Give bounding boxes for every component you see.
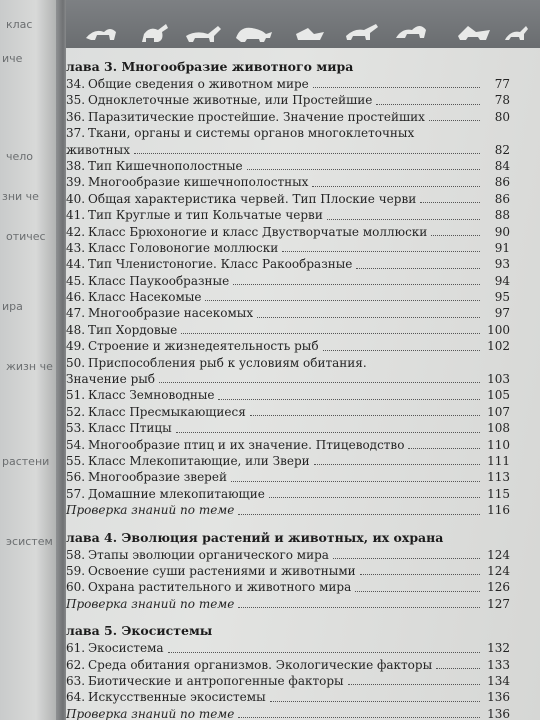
toc-entry-number: 44.	[66, 257, 86, 272]
animal-silhouette-banner	[66, 0, 540, 48]
toc-entry-title: Биотические и антропогенные факторы	[88, 673, 344, 688]
dotted-leader	[181, 333, 480, 334]
dotted-leader	[333, 558, 480, 559]
toc-entry-title: Класс Брюхоногие и класс Двустворчатые моллюски	[88, 224, 428, 239]
toc-entry-number: 52.	[66, 404, 86, 419]
toc-entry-page: 136	[487, 690, 510, 705]
toc-entry[interactable]	[66, 273, 540, 289]
toc-entry-page: 116	[487, 503, 510, 518]
dotted-leader	[420, 202, 480, 203]
toc-entry-title: Ткани, органы и системы органов многоклеточных	[88, 126, 415, 141]
toc-entry-title: Освоение суши растениями и животными	[88, 563, 356, 578]
dotted-leader	[376, 104, 480, 105]
dotted-leader	[327, 219, 480, 220]
dotted-leader	[360, 574, 480, 575]
left-page	[0, 0, 60, 720]
toc-entry-number: 37.	[66, 126, 86, 141]
left-page-text-fragment: ира	[2, 300, 23, 313]
toc-entry[interactable]	[66, 596, 540, 612]
left-page-text-fragment: чело	[6, 150, 34, 163]
left-page-text-fragment: иче	[2, 52, 23, 65]
toc-entry-number: 34.	[66, 77, 86, 91]
toc-entry[interactable]	[66, 92, 540, 108]
toc-entry[interactable]	[66, 404, 540, 420]
toc-entry[interactable]	[66, 563, 540, 579]
toc-entry[interactable]	[66, 174, 540, 190]
left-page-text-fragment: зни че	[2, 190, 39, 203]
toc-entry-number: 41.	[66, 208, 86, 223]
dotted-leader	[313, 87, 480, 88]
toc-entry-page: 82	[494, 142, 510, 157]
toc-entry-page: 115	[487, 486, 510, 501]
toc-entry-page: 90	[494, 224, 510, 239]
toc-entry-page: 80	[494, 109, 510, 124]
toc-entry-title: Тип Хордовые	[88, 322, 178, 337]
toc-entry-title: Приспособления рыб к условиям обитания.	[88, 355, 367, 370]
toc-entry-number: 58.	[66, 547, 86, 562]
toc-entry-number: 54.	[66, 437, 86, 452]
toc-entry-title: Экосистема	[88, 641, 164, 656]
toc-entry[interactable]	[66, 305, 540, 321]
toc-entry[interactable]	[66, 453, 540, 469]
toc-entry-page: 108	[487, 421, 510, 436]
toc-entry-number: 40.	[66, 191, 86, 206]
toc-entry-title: Значение рыб	[66, 372, 156, 387]
chapter-heading: лава 5. Экосистемы	[66, 623, 213, 639]
left-page-text-fragment: клас	[6, 18, 33, 31]
toc-entry[interactable]	[66, 579, 540, 595]
toc-entry[interactable]	[66, 207, 540, 223]
dotted-leader	[205, 300, 480, 301]
dotted-leader	[250, 415, 480, 416]
toc-entry-title: Многообразие птиц и их значение. Птицеводство	[88, 437, 405, 452]
toc-entry-page: 107	[487, 404, 510, 419]
dotted-leader	[233, 284, 480, 285]
toc-entry-number: 35.	[66, 93, 86, 108]
toc-entry-title: Класс Насекомые	[88, 290, 202, 305]
toc-entry-page: 111	[487, 453, 510, 468]
toc-entry[interactable]	[66, 371, 540, 387]
toc-entry-title: Класс Млекопитающие, или Звери	[88, 453, 310, 468]
toc-entry-title: Класс Паукообразные	[88, 273, 230, 288]
toc-entry[interactable]	[66, 657, 540, 673]
dotted-leader	[436, 668, 480, 669]
toc-entry-number: 49.	[66, 339, 86, 354]
toc-entry[interactable]	[66, 289, 540, 305]
toc-entry-page: 100	[487, 322, 510, 337]
toc-entry-title: Класс Пресмыкающиеся	[88, 404, 246, 419]
toc-entry-page: 97	[494, 306, 510, 321]
toc-entry-title: Многообразие зверей	[88, 470, 227, 485]
toc-entry-number: 62.	[66, 657, 86, 672]
toc-entry-title: Тип Круглые и тип Кольчатые черви	[88, 208, 323, 223]
toc-entry-title: Тип Членистоногие. Класс Ракообразные	[88, 257, 353, 272]
toc-entry-title: Класс Птицы	[88, 421, 172, 436]
dotted-leader	[238, 607, 480, 608]
toc-entry-title: Среда обитания организмов. Экологические факторы	[88, 657, 433, 672]
toc-entry-page: 103	[487, 372, 510, 387]
toc-entry-page: 93	[494, 257, 510, 272]
toc-entry-number: 39.	[66, 175, 86, 190]
dotted-leader	[238, 717, 480, 718]
toc-entry[interactable]	[66, 420, 540, 436]
left-page-text-fragment: отичес	[6, 230, 46, 243]
toc-entry-title: Строение и жизнедеятельность рыб	[88, 339, 319, 354]
toc-entry-page: 78	[494, 93, 510, 108]
dotted-leader	[134, 153, 480, 154]
toc-entry-number: 47.	[66, 306, 86, 321]
toc-entry[interactable]	[66, 437, 540, 453]
dotted-leader	[231, 481, 480, 482]
toc-entry[interactable]	[66, 240, 540, 256]
toc-entry-title: Тип Кишечнополостные	[88, 158, 243, 173]
toc-entry-page: 95	[494, 290, 510, 305]
toc-entry-title: Охрана растительного и животного мира	[88, 580, 352, 595]
toc-entry[interactable]	[66, 322, 540, 338]
toc-entry-number: 61.	[66, 641, 86, 656]
toc-entry-title: Проверка знаний по теме	[66, 596, 235, 611]
dotted-leader	[408, 448, 480, 449]
dotted-leader	[312, 186, 480, 187]
toc-entry-page: 113	[487, 470, 510, 485]
left-page-text-fragment: жизн че	[6, 360, 53, 373]
toc-entry-page: 124	[487, 563, 510, 578]
toc-entry[interactable]	[66, 502, 540, 518]
toc-entry[interactable]	[66, 191, 540, 207]
toc-entry[interactable]	[66, 673, 540, 689]
dotted-leader	[247, 169, 480, 170]
toc-entry-page: 126	[487, 580, 510, 595]
toc-entry[interactable]	[66, 486, 540, 502]
toc-entry[interactable]	[66, 125, 540, 141]
dotted-leader	[238, 514, 480, 515]
toc-entry[interactable]	[66, 689, 540, 705]
toc-entry-page: 86	[494, 191, 510, 206]
toc-entry[interactable]	[66, 109, 540, 125]
dotted-leader	[168, 652, 480, 653]
dotted-leader	[270, 701, 480, 702]
toc-entry-number: 56.	[66, 470, 86, 485]
toc-entry-number: 48.	[66, 322, 86, 337]
dotted-leader	[159, 382, 480, 383]
dotted-leader	[314, 464, 480, 465]
dotted-leader	[269, 497, 480, 498]
toc-entry-title: Общие сведения о животном мире	[88, 77, 309, 91]
toc-entry-number: 51.	[66, 388, 86, 403]
left-page-text-fragment: растени	[2, 455, 50, 468]
toc-entry-number: 57.	[66, 486, 86, 501]
dotted-leader	[323, 350, 480, 351]
toc-entry-title: Общая характеристика червей. Тип Плоские черви	[88, 191, 417, 206]
toc-entry-number: 38.	[66, 158, 86, 173]
toc-entry-title: Паразитические простейшие. Значение простейших	[88, 109, 425, 124]
toc-entry[interactable]	[66, 387, 540, 403]
toc-entry-number: 50.	[66, 355, 86, 370]
toc-entry[interactable]	[66, 256, 540, 272]
toc-entry-page: 105	[487, 388, 510, 403]
toc-entry[interactable]	[66, 469, 540, 485]
toc-entry-number: 43.	[66, 240, 86, 255]
toc-entry[interactable]	[66, 338, 540, 354]
toc-entry-title: Проверка знаний по теме	[66, 706, 235, 720]
toc-entry[interactable]	[66, 224, 540, 240]
toc-entry-title: Одноклеточные животные, или Простейшие	[88, 93, 373, 108]
dotted-leader	[282, 251, 480, 252]
table-of-contents	[66, 58, 540, 720]
toc-entry-title: Многообразие насекомых	[88, 306, 254, 321]
toc-entry-page: 102	[487, 339, 510, 354]
toc-entry-number: 60.	[66, 580, 86, 595]
toc-entry-number: 55.	[66, 453, 86, 468]
toc-entry-page: 132	[487, 641, 510, 656]
toc-entry-page: 77	[494, 77, 510, 91]
toc-entry-number: 46.	[66, 290, 86, 305]
toc-entry-title: Проверка знаний по теме	[66, 503, 235, 518]
toc-entry-page: 94	[494, 273, 510, 288]
dotted-leader	[356, 268, 480, 269]
toc-entry-title: Этапы эволюции органического мира	[88, 547, 329, 562]
dotted-leader	[431, 235, 480, 236]
dotted-leader	[355, 591, 480, 592]
toc-entry-number: 53.	[66, 421, 86, 436]
toc-entry[interactable]	[66, 706, 540, 720]
toc-entry-title: животных	[66, 142, 130, 157]
toc-entry[interactable]	[66, 355, 540, 371]
toc-entry-number: 63.	[66, 673, 86, 688]
dotted-leader	[348, 684, 480, 685]
toc-entry-title: Многообразие кишечнополостных	[88, 175, 309, 190]
toc-entry[interactable]	[66, 76, 540, 92]
toc-entry-page: 84	[494, 158, 510, 173]
toc-entry-title: Домашние млекопитающие	[88, 486, 265, 501]
toc-entry[interactable]	[66, 142, 540, 158]
dotted-leader	[429, 120, 480, 121]
toc-entry-number: 45.	[66, 273, 86, 288]
toc-entry-page: 110	[487, 437, 510, 452]
toc-entry-title: Искусственные экосистемы	[88, 690, 266, 705]
toc-entry-number: 36.	[66, 109, 86, 124]
toc-entry-page: 127	[487, 596, 510, 611]
toc-entry-title: Класс Головоногие моллюски	[88, 240, 279, 255]
chapter-heading: лава 3. Многообразие животного мира	[66, 59, 354, 74]
right-page	[66, 0, 540, 720]
dotted-leader	[176, 432, 480, 433]
toc-entry-number: 64.	[66, 690, 86, 705]
toc-entry-number: 59.	[66, 563, 86, 578]
toc-entry-number: 42.	[66, 224, 86, 239]
animal-silhouettes-icon	[66, 14, 540, 46]
toc-entry-page: 124	[487, 547, 510, 562]
toc-entry-page: 136	[487, 706, 510, 720]
left-page-text-fragment: эсистем	[6, 535, 53, 548]
toc-entry-page: 133	[487, 657, 510, 672]
dotted-leader	[218, 399, 480, 400]
toc-entry[interactable]	[66, 158, 540, 174]
toc-entry-page: 134	[487, 673, 510, 688]
toc-entry-page: 88	[494, 208, 510, 223]
toc-entry[interactable]	[66, 547, 540, 563]
toc-entry[interactable]	[66, 640, 540, 656]
toc-entry-page: 86	[494, 175, 510, 190]
chapter-heading: лава 4. Эволюция растений и животных, их охрана	[66, 529, 444, 545]
dotted-leader	[257, 317, 480, 318]
toc-entry-title: Класс Земноводные	[88, 388, 215, 403]
toc-entry-page: 91	[494, 240, 510, 255]
